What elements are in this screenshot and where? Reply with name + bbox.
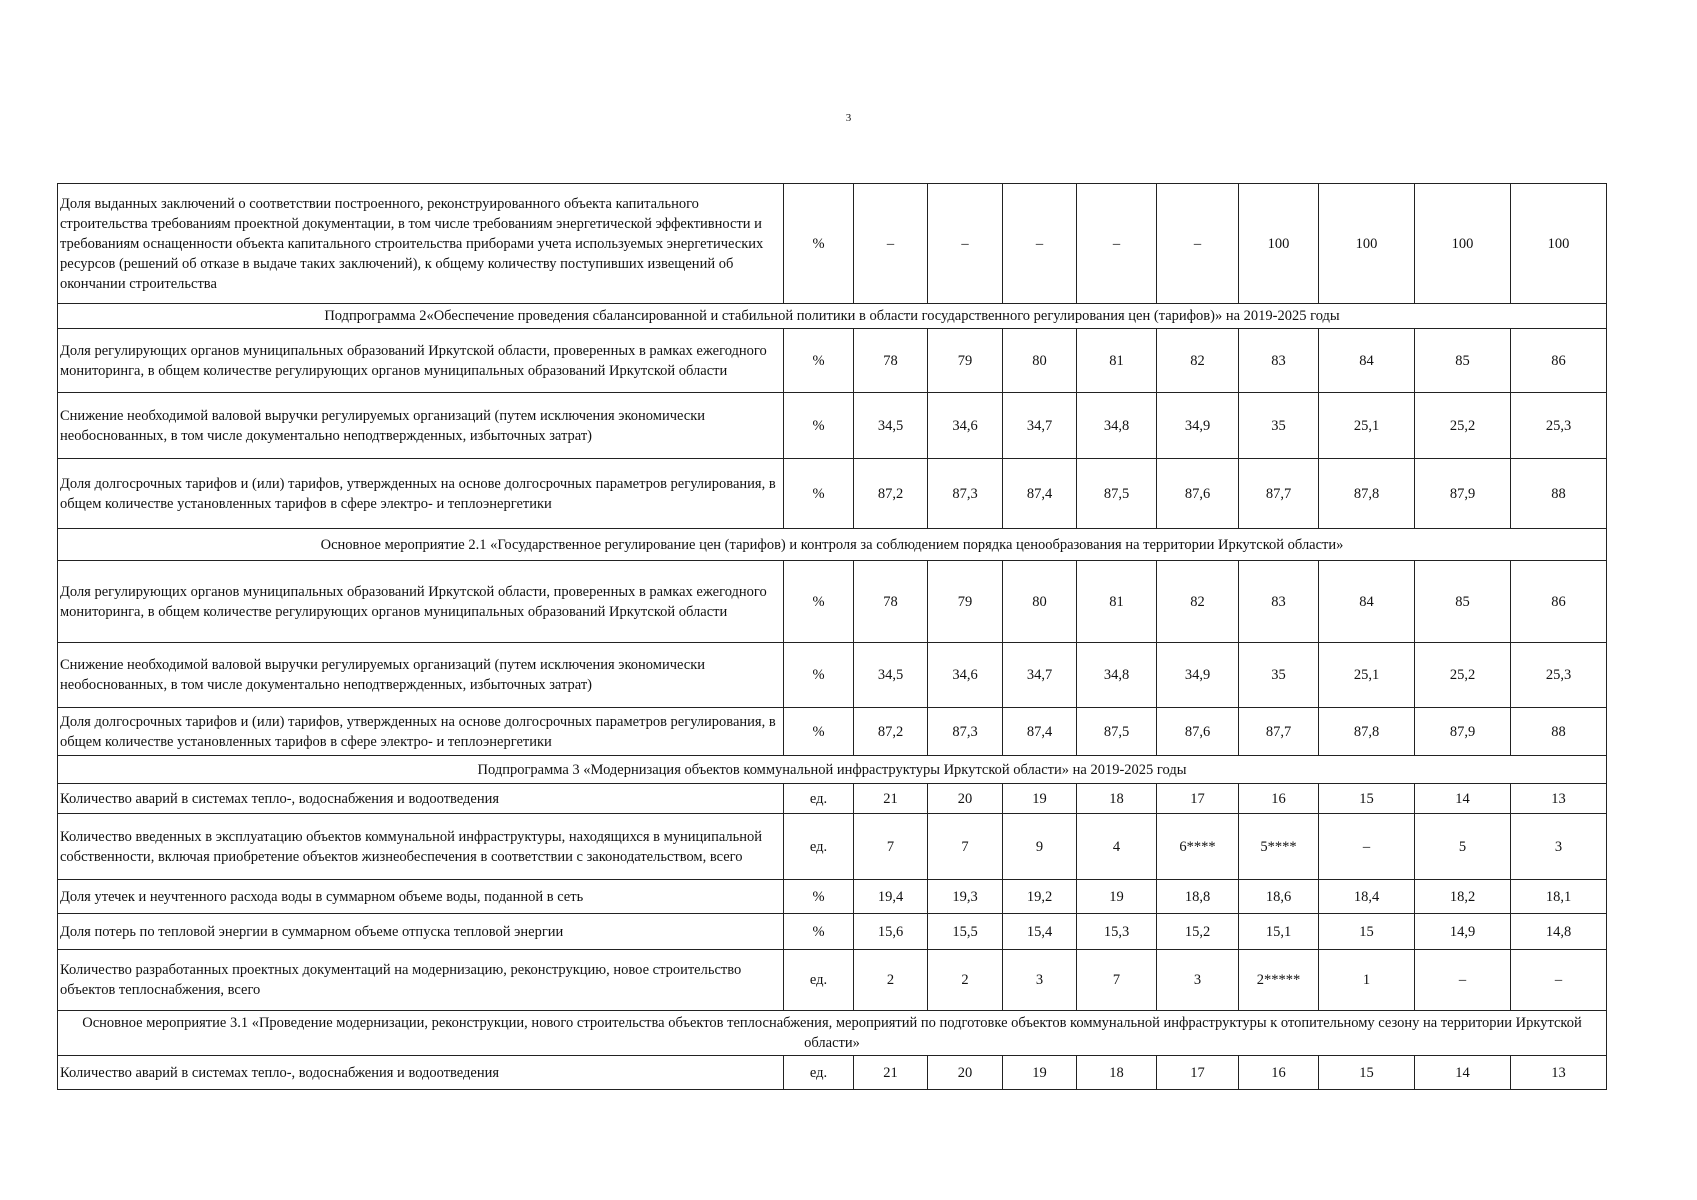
table-row [58, 1056, 1607, 1090]
value-cell: 25,2 [1415, 643, 1511, 708]
value-cell: 83 [1239, 561, 1319, 643]
value-cell: 80 [1003, 329, 1077, 393]
value-cell: 14,8 [1511, 914, 1607, 950]
indicator-name: Доля регулирующих органов муниципальных образований Иркутской области, проверенных в рамках ежегодного мониторинга, в общем количестве регулирующих органов муниципальных образований Иркутской области [58, 329, 784, 393]
value-cell: 21 [854, 1056, 928, 1090]
value-cell: 13 [1511, 1056, 1607, 1090]
value-cell: 3 [1511, 814, 1607, 880]
value-cell: 88 [1511, 708, 1607, 756]
value-cell: – [1319, 814, 1415, 880]
unit-cell: % [784, 643, 854, 708]
value-cell: 87,2 [854, 708, 928, 756]
value-cell: 86 [1511, 561, 1607, 643]
value-cell: 25,2 [1415, 393, 1511, 459]
value-cell: 88 [1511, 459, 1607, 529]
value-cell: 34,9 [1157, 643, 1239, 708]
table-row [58, 561, 1607, 643]
value-cell: 18,1 [1511, 880, 1607, 914]
value-cell: 100 [1511, 184, 1607, 304]
value-cell: 1 [1319, 950, 1415, 1011]
value-cell: 34,7 [1003, 643, 1077, 708]
value-cell: 14 [1415, 1056, 1511, 1090]
value-cell: 5**** [1239, 814, 1319, 880]
section-header-row [58, 529, 1607, 561]
value-cell: – [928, 184, 1003, 304]
value-cell: 2 [928, 950, 1003, 1011]
indicators-table [57, 183, 1607, 1090]
table-row [58, 393, 1607, 459]
value-cell: 25,1 [1319, 643, 1415, 708]
value-cell: 81 [1077, 561, 1157, 643]
unit-cell: % [784, 914, 854, 950]
unit-cell: % [784, 880, 854, 914]
value-cell: 87,9 [1415, 708, 1511, 756]
indicator-name: Доля потерь по тепловой энергии в суммарном объеме отпуска тепловой энергии [58, 914, 784, 950]
value-cell: 34,5 [854, 643, 928, 708]
value-cell: 87,7 [1239, 459, 1319, 529]
indicator-name: Снижение необходимой валовой выручки регулируемых организаций (путем исключения экономически необоснованных, в том числе документально неподтвержденных, избыточных затрат) [58, 393, 784, 459]
section-title: Основное мероприятие 3.1 «Проведение модернизации, реконструкции, нового строительства объектов теплоснабжения, мероприятий по подготовке объектов коммунальной инфраструктуры к отопительному сезону на территории Иркутской области» [58, 1011, 1607, 1056]
value-cell: 19 [1003, 1056, 1077, 1090]
value-cell: – [1077, 184, 1157, 304]
table-row [58, 914, 1607, 950]
value-cell: 15,3 [1077, 914, 1157, 950]
unit-cell: % [784, 393, 854, 459]
table-row [58, 708, 1607, 756]
table-row [58, 814, 1607, 880]
value-cell: 86 [1511, 329, 1607, 393]
value-cell: 19,4 [854, 880, 928, 914]
value-cell: 82 [1157, 561, 1239, 643]
value-cell: 19,3 [928, 880, 1003, 914]
value-cell: 2***** [1239, 950, 1319, 1011]
value-cell: 15,1 [1239, 914, 1319, 950]
value-cell: 87,2 [854, 459, 928, 529]
value-cell: 79 [928, 329, 1003, 393]
section-title: Основное мероприятие 2.1 «Государственное регулирование цен (тарифов) и контроля за соблюдением порядка ценообразования на территории Иркутской области» [58, 529, 1607, 561]
value-cell: 25,1 [1319, 393, 1415, 459]
indicator-name: Доля долгосрочных тарифов и (или) тарифов, утвержденных на основе долгосрочных параметров регулирования, в общем количестве установленных тарифов в сфере электро- и теплоэнергетики [58, 459, 784, 529]
indicator-name: Количество аварий в системах тепло-, водоснабжения и водоотведения [58, 1056, 784, 1090]
value-cell: 19 [1077, 880, 1157, 914]
value-cell: 3 [1003, 950, 1077, 1011]
value-cell: – [1511, 950, 1607, 1011]
section-header-row [58, 304, 1607, 329]
value-cell: 87,9 [1415, 459, 1511, 529]
indicator-name: Количество аварий в системах тепло-, водоснабжения и водоотведения [58, 784, 784, 814]
table-row [58, 643, 1607, 708]
indicator-name: Доля долгосрочных тарифов и (или) тарифов, утвержденных на основе долгосрочных параметров регулирования, в общем количестве установленных тарифов в сфере электро- и теплоэнергетики [58, 708, 784, 756]
value-cell: 79 [928, 561, 1003, 643]
value-cell: 84 [1319, 561, 1415, 643]
unit-cell: % [784, 561, 854, 643]
value-cell: – [854, 184, 928, 304]
indicator-name: Снижение необходимой валовой выручки регулируемых организаций (путем исключения экономически необоснованных, в том числе документально неподтвержденных, избыточных затрат) [58, 643, 784, 708]
value-cell: 34,7 [1003, 393, 1077, 459]
value-cell: 83 [1239, 329, 1319, 393]
value-cell: 82 [1157, 329, 1239, 393]
value-cell: – [1003, 184, 1077, 304]
value-cell: 34,6 [928, 643, 1003, 708]
value-cell: 19,2 [1003, 880, 1077, 914]
value-cell: 14,9 [1415, 914, 1511, 950]
indicator-name: Количество введенных в эксплуатацию объектов коммунальной инфраструктуры, находящихся в муниципальной собственности, включая приобретение объектов жизнеобеспечения в соответствии с законодательством, всего [58, 814, 784, 880]
value-cell: 35 [1239, 393, 1319, 459]
value-cell: 84 [1319, 329, 1415, 393]
page-number: 3 [845, 112, 852, 124]
value-cell: 15,4 [1003, 914, 1077, 950]
value-cell: 34,9 [1157, 393, 1239, 459]
table-row [58, 459, 1607, 529]
value-cell: 7 [1077, 950, 1157, 1011]
unit-cell: % [784, 708, 854, 756]
value-cell: 34,5 [854, 393, 928, 459]
value-cell: 19 [1003, 784, 1077, 814]
value-cell: 34,6 [928, 393, 1003, 459]
value-cell: 17 [1157, 1056, 1239, 1090]
table-row [58, 329, 1607, 393]
value-cell: 18 [1077, 784, 1157, 814]
unit-cell: ед. [784, 784, 854, 814]
value-cell: 5 [1415, 814, 1511, 880]
value-cell: 25,3 [1511, 643, 1607, 708]
value-cell: 87,5 [1077, 459, 1157, 529]
value-cell: 18 [1077, 1056, 1157, 1090]
value-cell: 21 [854, 784, 928, 814]
value-cell: 34,8 [1077, 643, 1157, 708]
unit-cell: ед. [784, 814, 854, 880]
value-cell: 78 [854, 561, 928, 643]
value-cell: 87,4 [1003, 459, 1077, 529]
value-cell: 85 [1415, 329, 1511, 393]
indicator-name: Количество разработанных проектных документаций на модернизацию, реконструкцию, новое строительство объектов теплоснабжения, всего [58, 950, 784, 1011]
section-header-row [58, 756, 1607, 784]
value-cell: – [1415, 950, 1511, 1011]
value-cell: 4 [1077, 814, 1157, 880]
value-cell: 15 [1319, 914, 1415, 950]
unit-cell: % [784, 459, 854, 529]
unit-cell: ед. [784, 1056, 854, 1090]
section-header-row [58, 1011, 1607, 1056]
table-row [58, 950, 1607, 1011]
value-cell: 3 [1157, 950, 1239, 1011]
value-cell: 15,2 [1157, 914, 1239, 950]
value-cell: 18,2 [1415, 880, 1511, 914]
value-cell: 87,7 [1239, 708, 1319, 756]
unit-cell: ед. [784, 950, 854, 1011]
value-cell: 7 [928, 814, 1003, 880]
value-cell: 87,3 [928, 459, 1003, 529]
table-row [58, 784, 1607, 814]
value-cell: 16 [1239, 784, 1319, 814]
value-cell: 15,5 [928, 914, 1003, 950]
value-cell: 87,6 [1157, 708, 1239, 756]
value-cell: 15 [1319, 784, 1415, 814]
value-cell: 34,8 [1077, 393, 1157, 459]
value-cell: 87,8 [1319, 459, 1415, 529]
section-title: Подпрограмма 2«Обеспечение проведения сбалансированной и стабильной политики в области государственного регулирования цен (тарифов)» на 2019-2025 годы [58, 304, 1607, 329]
value-cell: 80 [1003, 561, 1077, 643]
value-cell: 87,3 [928, 708, 1003, 756]
value-cell: 14 [1415, 784, 1511, 814]
value-cell: 87,8 [1319, 708, 1415, 756]
value-cell: 7 [854, 814, 928, 880]
value-cell: 100 [1239, 184, 1319, 304]
table-row [58, 184, 1607, 304]
value-cell: 87,6 [1157, 459, 1239, 529]
table-row [58, 880, 1607, 914]
value-cell: 20 [928, 1056, 1003, 1090]
unit-cell: % [784, 184, 854, 304]
value-cell: 17 [1157, 784, 1239, 814]
value-cell: 15,6 [854, 914, 928, 950]
value-cell: 2 [854, 950, 928, 1011]
indicator-name: Доля выданных заключений о соответствии построенного, реконструированного объекта капитального строительства требованиям проектной документации, в том числе требованиям энергетической эффективности и требованиям оснащенности объекта капитального строительства приборами учета используемых энергетических ресурсов (решений об отказе в выдаче таких заключений), к общему количеству поступивших извещений об окончании строительства [58, 184, 784, 304]
value-cell: 100 [1415, 184, 1511, 304]
value-cell: 18,6 [1239, 880, 1319, 914]
value-cell: 35 [1239, 643, 1319, 708]
indicator-name: Доля регулирующих органов муниципальных образований Иркутской области, проверенных в рамках ежегодного мониторинга, в общем количестве регулирующих органов муниципальных образований Иркутской области [58, 561, 784, 643]
value-cell: 18,4 [1319, 880, 1415, 914]
value-cell: 6**** [1157, 814, 1239, 880]
value-cell: 81 [1077, 329, 1157, 393]
unit-cell: % [784, 329, 854, 393]
value-cell: 9 [1003, 814, 1077, 880]
value-cell: 15 [1319, 1056, 1415, 1090]
value-cell: 100 [1319, 184, 1415, 304]
value-cell: – [1157, 184, 1239, 304]
indicator-name: Доля утечек и неучтенного расхода воды в суммарном объеме воды, поданной в сеть [58, 880, 784, 914]
value-cell: 25,3 [1511, 393, 1607, 459]
value-cell: 87,5 [1077, 708, 1157, 756]
value-cell: 13 [1511, 784, 1607, 814]
value-cell: 85 [1415, 561, 1511, 643]
value-cell: 16 [1239, 1056, 1319, 1090]
value-cell: 87,4 [1003, 708, 1077, 756]
value-cell: 78 [854, 329, 928, 393]
value-cell: 20 [928, 784, 1003, 814]
value-cell: 18,8 [1157, 880, 1239, 914]
section-title: Подпрограмма 3 «Модернизация объектов коммунальной инфраструктуры Иркутской области» на 2019-2025 годы [58, 756, 1607, 784]
